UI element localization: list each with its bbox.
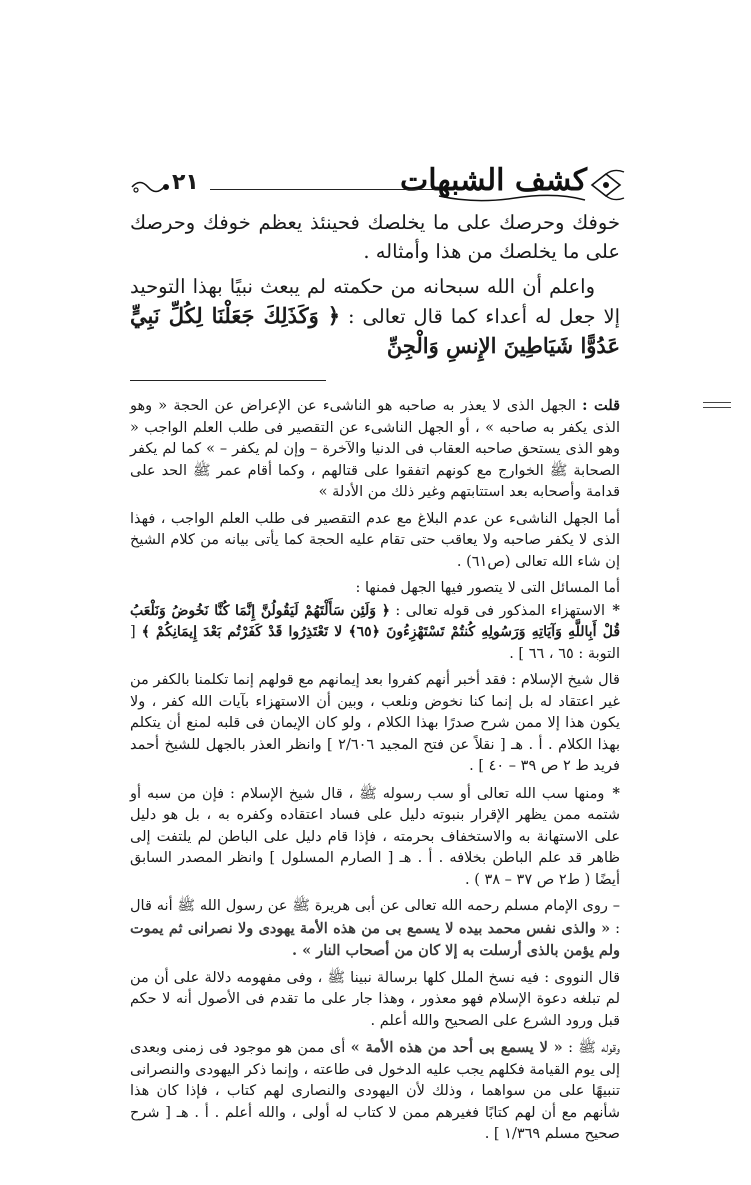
footnote-1: [130, 395, 620, 504]
page-number: ٢١: [172, 170, 199, 195]
footnote-separator: [130, 380, 326, 381]
footnote-3: أما المسائل التى لا يتصور فيها الجهل فمنها :: [355, 580, 620, 596]
footnote-8: قال النووى : فيه نسخ الملل كلها برسالة نبينا ﷺ ، وفى مفهومه دلالة على أن من لم تبلغه دعوة الإسلام فهو معذور ، وهذا جار على ما تقدم فى الأصول أنه لا حكم قبل ورود الشرع على الصحيح والله أعلم .: [130, 969, 620, 1029]
footnote-4: [130, 600, 620, 666]
footnote-7-hadith: « والذى نفس محمد بيده لا يسمع بى من هذه الأمة يهودى ولا نصرانى ثم يموت ولم يؤمن بالذى أرسلت به إلا كان من أصحاب النار » .: [130, 919, 620, 959]
footnote-9-text: أى ممن هو موجود فى زمنى وبعدى إلى يوم القيامة فكلهم يجب عليه الدخول فى طاعته ، وإنما ذكر اليهودى والنصرانى تنبيهًا على من سواهما ، وذلك لأن اليهودى والنصارى لهم كتاب ، فإذا كان هذا شأنهم مع أن لهم كتابًا فغيرهم ممن لا كتاب له أولى ، والله أعلم . أ . هـ [ شرح صحيح مسلم ١/٣٦٩ ] .: [130, 1040, 620, 1142]
left-ornament-icon: [130, 176, 170, 198]
main-paragraph-2: [130, 272, 620, 361]
footnote-4-ref: [ التوبة : ٦٥ ، ٦٦ ] .: [130, 624, 620, 662]
footnote-6: [130, 783, 620, 892]
footnote-4-bullet: *: [612, 601, 620, 619]
footnote-6-bullet: *: [612, 784, 621, 802]
footnote-6-text: ومنها سب الله تعالى أو سب رسوله ﷺ ، قال شيخ الإسلام : فإن من سبه أو شتمه ممن يظهر الإقرار بنبوته دليل على فساد اعتقاده وكفره به ، بل هو دليل على الاستهانة به والاستخفاف بحرمته ، فإذا قام دليل على الباطن لم يلتفت إلى ظاهر قد علم الباطن بخلافه . أ . هـ [ الصارم المسلول ] وانظر المصدر السابق أيضًا ( ط٢ ص ٣٧ – ٣٨ ) .: [130, 785, 620, 888]
svg-text:كشف الشبهات: كشف الشبهات: [399, 163, 587, 198]
footnote-4-text: الاستهزاء المذكور فى قوله تعالى :: [395, 602, 605, 619]
footnote-4-quran: ﴿ وَلَئِن سَأَلْتَهُمْ لَيَقُولُنَّ إِنَّمَا كُنَّا نَخُوضُ وَنَلْعَبُ قُلْ أَبِاللَّهِ وَآيَاتِهِ وَرَسُولِهِ كُنتُمْ تَسْتَهْزِءُونَ ﴿٦٥﴾ لا تَعْتَذِرُوا قَدْ كَفَرْتُم بَعْدَ إِيمَانِكُمْ ﴾: [130, 602, 621, 640]
quran-verse: ﴿ وَكَذَلِكَ جَعَلْنَا لِكُلِّ نَبِيٍّ عَدُوًّا شَيَاطِينَ الإِنسِ وَالْجِنِّ: [130, 303, 620, 358]
main-text: [130, 208, 620, 361]
footnote-2: أما الجهل الناشىء عن عدم البلاغ مع عدم التقصير فى طلب العلم الواجب ، فهذا الذى لا يكفر صاحبه ولا يعاقب حتى تقام عليه الحجة كما يأتى بيانه من كلام الشيخ إن شاء الله تعالى (ص٦١) .: [130, 510, 620, 570]
main-paragraph-2-text: واعلم أن الله سبحانه من حكمته لم يبعث نبيًا بهذا التوحيد إلا جعل له أعداء كما قال تعالى :: [130, 275, 620, 328]
footnote-5: قال شيخ الإسلام : فقد أخبر أنهم كفروا بعد إيمانهم مع قولهم إنما تكلمنا بالكفر من غير اعتقاد له بل إنما كنا نخوض ونلعب ، وبين أن الاستهزاء بآيات الله كفر ، ولا يكون هذا إلا ممن شرح صدرًا بهذا الكلام ، ولو كان الإيمان فى قلبه لمنع أن يتكلم بهذا الكلام . أ . هـ [ نقلاً عن فتح المجيد ٢/٦٠٦ ] وانظر العذر بالجهل للشيخ أحمد فريد ط ٢ ص ٣٩ – ٤٠ ] .: [130, 672, 620, 774]
footnote-9-prefix: وقوله ﷺ :: [568, 1040, 621, 1056]
footnote-7-prefix: – روى الإمام مسلم رحمه الله تعالى عن أبى هريرة ﷺ عن رسول الله ﷺ أنه قال :: [130, 898, 620, 937]
right-ornament-icon: [590, 168, 626, 202]
footnote-1-text: الجهل الذى لا يعذر به صاحبه هو الناشىء عن الإعراض عن الحجة « وهو الذى يكفر به صاحبه » ، أو الجهل الناشىء عن التقصير فى طلب العلم الواجب « وهو الذى يستحق صاحبه العقاب فى الدنيا والآخرة – وإن لم يكفر – » كما لم يكفر الصحابة ﷺ الخوارج مع كونهم اتفقوا على قتالهم ، وكما أقام عمر ﷺ الحد على قدامة وأصحابه بعد استتابتهم وغير ذلك من الأدلة »: [130, 398, 620, 500]
footnote-7: [130, 896, 620, 963]
margin-mark: [703, 402, 731, 410]
footnotes: [130, 395, 620, 1146]
book-title-calligraphy: [399, 150, 590, 208]
footnote-1-label: قلت :: [582, 397, 621, 414]
main-paragraph-1: خوفك وحرصك على ما يخلصك فحينئذ يعظم خوفك وحرصك على ما يخلصك من هذا وأمثاله .: [130, 211, 620, 263]
footnote-9-highlight: « لا يسمع بى أحد من هذه الأمة »: [350, 1039, 563, 1056]
footnote-9: [130, 1037, 620, 1146]
header-rule: [210, 189, 435, 190]
